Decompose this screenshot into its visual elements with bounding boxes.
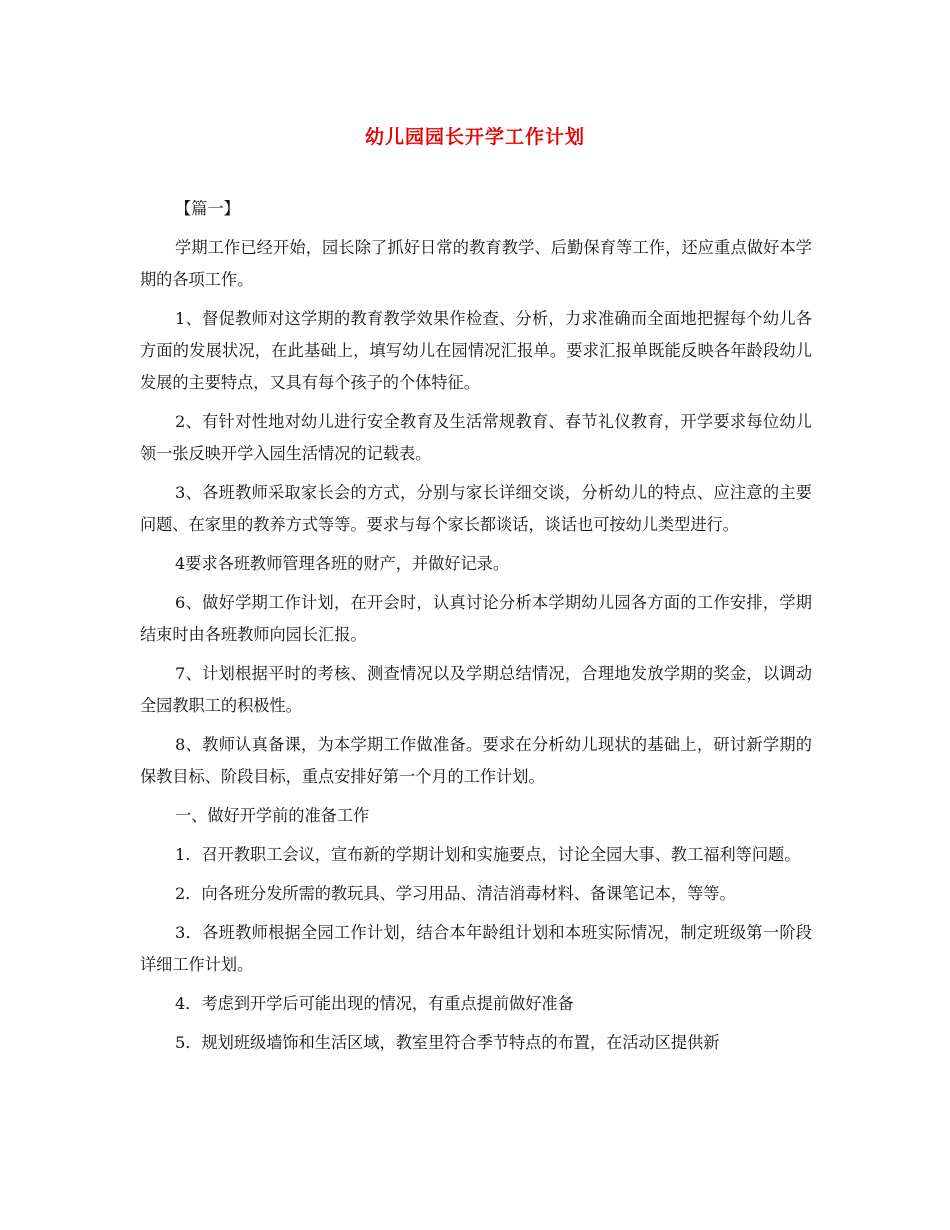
paragraph-item-1: 1、督促教师对这学期的教育教学效果作检查、分析，力求准确而全面地把握每个幼儿各方面的发展状况，在此基础上，填写幼儿在园情况汇报单。要求汇报单既能反映各年龄段幼儿发展的主要特点，又具有每个孩子的个体特征。 (140, 309, 812, 392)
paragraph-item-3: 3、各班教师采取家长会的方式，分别与家长详细交谈，分析幼儿的特点、应注意的主要问题、在家里的教养方式等等。要求与每个家长都谈话，谈话也可按幼儿类型进行。 (140, 483, 812, 534)
paragraph-item-8: 8、教师认真备课，为本学期工作做准备。要求在分析幼儿现状的基础上，研讨新学期的保教目标、阶段目标，重点安排好第一个月的工作计划。 (140, 735, 812, 786)
paragraph-item-6: 6、做好学期工作计划，在开会时，认真讨论分析本学期幼儿园各方面的工作安排，学期结束时由各班教师向园长汇报。 (140, 593, 812, 644)
paragraph-item-4: 4要求各班教师管理各班的财产，并做好记录。 (175, 554, 510, 573)
paragraph-prep-3: 3．各班教师根据全园工作计划，结合本年龄组计划和本班实际情况，制定班级第一阶段详细工作计划。 (140, 923, 812, 974)
paragraph-prep-4: 4．考虑到开学后可能出现的情况，有重点提前做好准备 (175, 994, 574, 1013)
section-heading: 【篇一】 (175, 199, 240, 218)
document-body (140, 193, 812, 1066)
paragraph-prep-5: 5．规划班级墙饰和生活区域，教室里符合季节特点的布置，在活动区提供新 (175, 1033, 720, 1052)
paragraph-item-2: 2、有针对性地对幼儿进行安全教育及生活常规教育、春节礼仪教育，开学要求每位幼儿领一张反映开学入园生活情况的记载表。 (140, 412, 812, 463)
paragraph-item-7: 7、计划根据平时的考核、测查情况以及学期总结情况，合理地发放学期的奖金，以调动全园教职工的积极性。 (140, 664, 812, 715)
document-title: 幼儿园园长开学工作计划 (364, 126, 585, 148)
paragraph-intro: 学期工作已经开始，园长除了抓好日常的教育教学、后勤保育等工作，还应重点做好本学期的各项工作。 (140, 238, 812, 289)
paragraph-prep-1: 1．召开教职工会议，宣布新的学期计划和实施要点，讨论全园大事、教工福利等问题。 (175, 845, 801, 864)
paragraph-prep-2: 2．向各班分发所需的教玩具、学习用品、清洁消毒材料、备课笔记本，等等。 (175, 884, 736, 903)
subsection-heading: 一、做好开学前的准备工作 (175, 806, 370, 825)
